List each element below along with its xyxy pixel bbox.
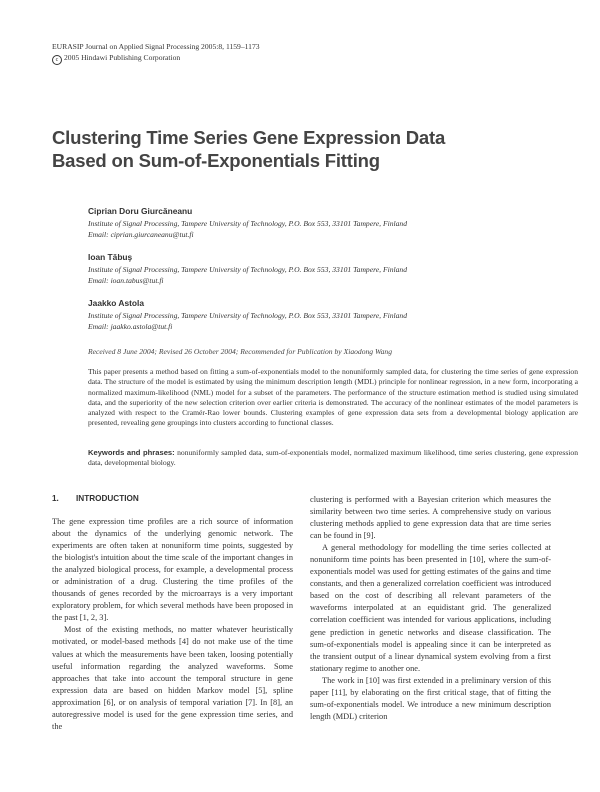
section-heading (52, 494, 139, 503)
section-title: INTRODUCTION (76, 494, 139, 503)
keywords-label: Keywords and phrases: (88, 448, 175, 457)
author-affiliation: Institute of Signal Processing, Tampere University of Technology, P.O. Box 553, 33101 Tampere, Finland (88, 265, 407, 274)
left-column (52, 516, 293, 733)
author-name: Ciprian Doru Giurcăneanu (88, 206, 193, 216)
author-name: Ioan Tăbuş (88, 252, 133, 262)
abstract: This paper presents a method based on fitting a sum-of-exponentials model to the nonuniformly sampled data, for clustering the time series of gene expression data. The structure of the model is estimated by using the minimum description length (MDL) principle for nonlinear regression, in a new form, incorporating a normalized maximum-likelihood (NML) model for a subset of the parameters. The performance of the structure estimation method is studied using simulated data, and the superiority of the new selection criterion over earlier criteria is demonstrated. The accuracy of the nonlinear estimates of the model parameters is analyzed with respect to the Cramér-Rao lower bounds. Clustering examples of gene expression data sets from a developmental biology application are presented, revealing gene groupings into clusters according to functional classes. (88, 367, 578, 428)
keywords-text: nonuniformly sampled data, sum-of-exponentials model, normalized maximum likelihood, time series clustering, gene expression data, developmental biology. (88, 448, 578, 468)
copyright-icon: c (52, 55, 62, 65)
author-list (88, 205, 568, 343)
author-block (88, 205, 568, 240)
author-affiliation: Institute of Signal Processing, Tampere University of Technology, P.O. Box 553, 33101 Tampere, Finland (88, 219, 407, 228)
received-dates: Received 8 June 2004; Revised 26 October 2004; Recommended for Publication by Xiaodong Wang (88, 347, 393, 356)
section-number: 1. (52, 494, 59, 503)
paper-title-line-1: Clustering Time Series Gene Expression Data (52, 127, 446, 148)
copyright-line (52, 52, 260, 65)
journal-header (52, 41, 260, 65)
right-column (310, 494, 551, 723)
journal-citation: EURASIP Journal on Applied Signal Processing 2005:8, 1159–1173 (52, 42, 260, 51)
author-block (88, 251, 568, 286)
author-name: Jaakko Astola (88, 298, 145, 308)
author-email[interactable]: Email: ioan.tabus@tut.fi (88, 276, 164, 285)
author-email[interactable]: Email: ciprian.giurcaneanu@tut.fi (88, 230, 194, 239)
paper-title-line-2: Based on Sum-of-Exponentials Fitting (52, 149, 380, 171)
paragraph: The gene expression time profiles are a rich source of information about the dynamics of the underlying genomic network. The experiments are often taken at nonuniform time points, suggested by the biologist's intuition about the time scale of the important changes in the analyzed biological process, for example, a developmental process or administration of a drug. Clustering the time profiles of the thousands of genes recorded by the microarrays is a very important exploratory problem, for which several methods have been proposed in the past [1, 2, 3]. (52, 517, 293, 623)
author-email[interactable]: Email: jaakko.astola@tut.fi (88, 322, 173, 331)
keywords (88, 448, 578, 469)
paper-title (52, 127, 552, 172)
paragraph: Most of the existing methods, no matter whatever heuristically motivated, or model-based methods [4] do not make use of the time values at which the measurements have been taken, loosing potentially useful information regarding the analyzed waveforms. Some approaches that take into account the temporal structure in gene expression data are based on hidden Markov model [5], spline approximation [6], or on analysis of temporal variation [7]. In [8], an autoregressive model is used for the gene expression time series, and the (52, 625, 293, 731)
paragraph: A general methodology for modelling the time series collected at nonuniform time points has been presented in [10], where the sum-of-exponentials model was used for getting estimates of the gains and time constants, and then a generalized correlation coefficient was introduced based on the cost of describing all relevant parameters of the waveforms interpolated at an equidistant grid. The generalized correlation coefficient was intended for various applications, including gene prediction in genetic networks and disease classification. The sum-of-exponentials model is appealing since it can be interpreted as the transient output of a linear dynamical system evolving from a first stationary regime to another one. (310, 543, 551, 673)
paragraph: The work in [10] was first extended in a preliminary version of this paper [11], by elaborating on the first critical stage, that of fitting the sum-of-exponentials model. We introduce a new minimum description length (MDL) criterion (310, 675, 551, 721)
copyright-text: 2005 Hindawi Publishing Corporation (64, 53, 181, 62)
author-block (88, 297, 568, 332)
author-affiliation: Institute of Signal Processing, Tampere University of Technology, P.O. Box 553, 33101 Tampere, Finland (88, 311, 407, 320)
paragraph: clustering is performed with a Bayesian criterion which measures the similarity between two time series. A comprehensive study on various clustering methods applied to gene expression data that are time series can be found in [9]. (310, 495, 551, 541)
